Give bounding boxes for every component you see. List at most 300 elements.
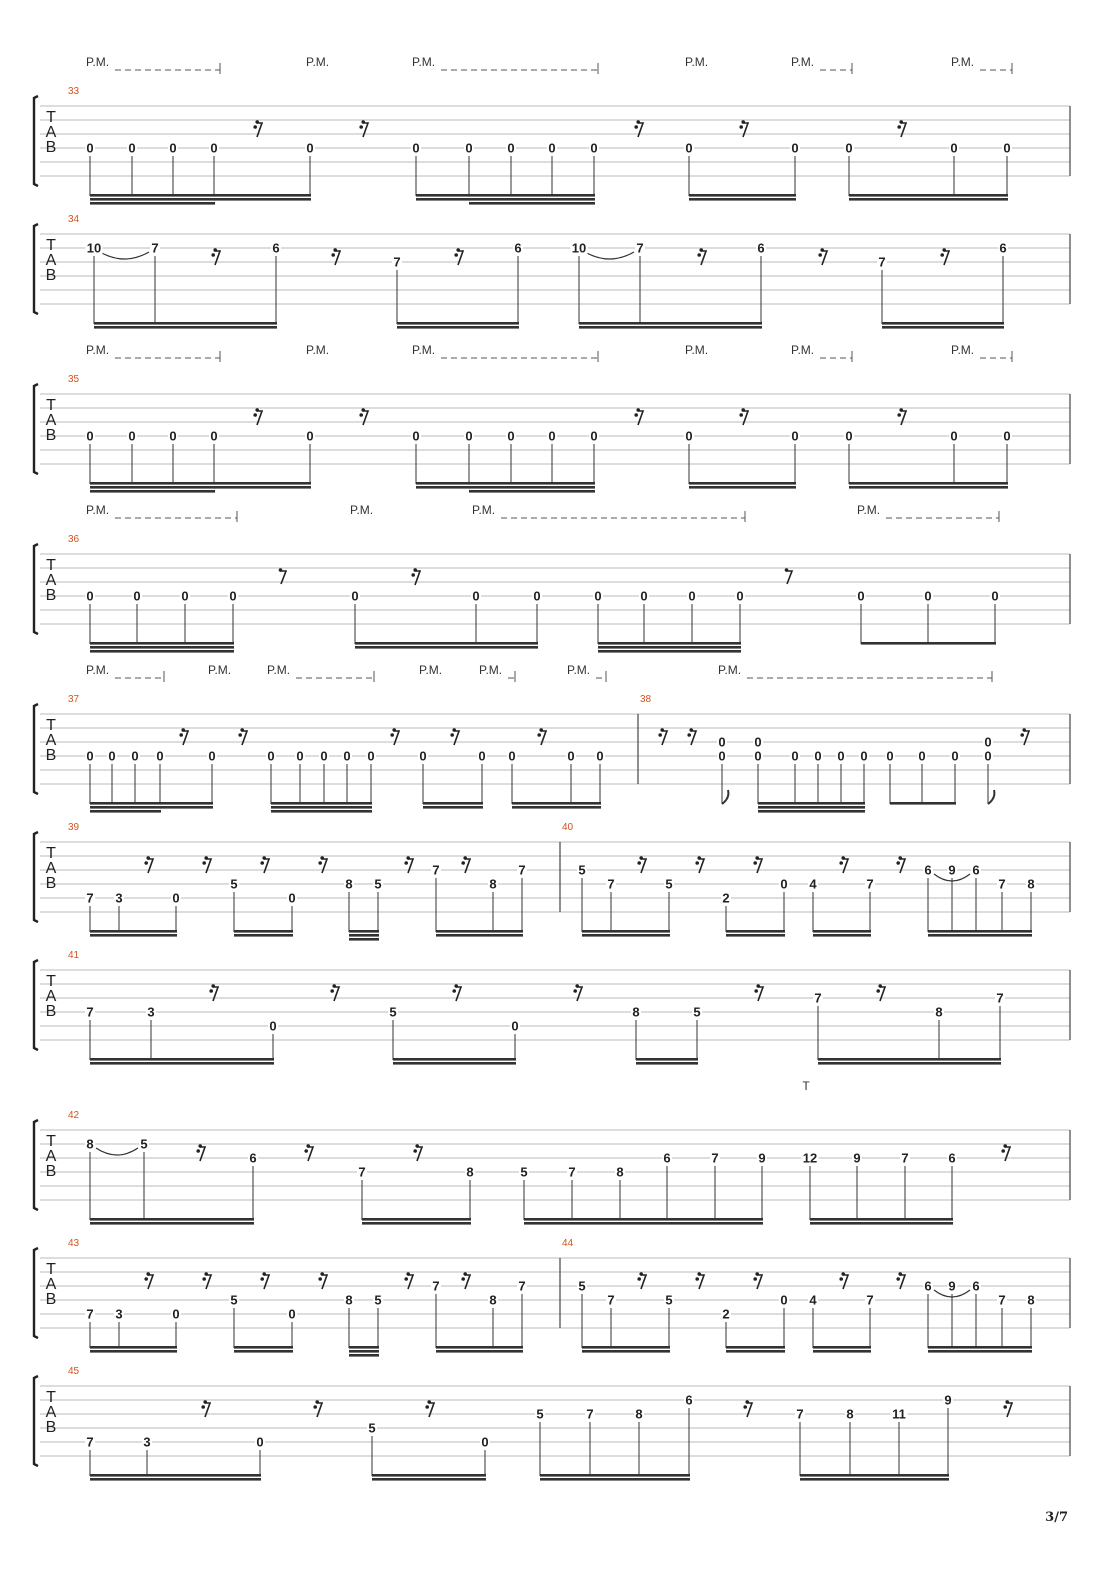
fret-number: 0 bbox=[718, 748, 726, 764]
beam bbox=[636, 1058, 698, 1061]
tab-clef: B bbox=[45, 139, 57, 156]
fret-number: 7 bbox=[998, 1292, 1006, 1308]
beam bbox=[726, 930, 785, 933]
system-bracket bbox=[34, 1248, 38, 1338]
fret-number: 5 bbox=[389, 1004, 397, 1020]
fret-number: 0 bbox=[181, 588, 189, 604]
fret-number: 7 bbox=[432, 862, 440, 878]
note-flag bbox=[722, 790, 728, 804]
system-bracket bbox=[34, 704, 38, 794]
bar-number: 45 bbox=[68, 1366, 80, 1377]
beam bbox=[469, 202, 595, 205]
fret-number: 0 bbox=[128, 428, 136, 444]
tab-clef: A bbox=[45, 412, 57, 429]
fret-number: 5 bbox=[665, 876, 673, 892]
fret-number: 7 bbox=[568, 1164, 576, 1180]
fret-number: 4 bbox=[809, 1292, 817, 1308]
palm-mute-label: P.M. bbox=[419, 663, 443, 677]
tab-clef: T bbox=[46, 1261, 56, 1278]
bar-number: 38 bbox=[640, 694, 652, 705]
beam bbox=[397, 322, 519, 325]
beam bbox=[436, 1350, 523, 1353]
palm-mute-label: P.M. bbox=[412, 343, 436, 357]
fret-number: 0 bbox=[951, 748, 959, 764]
bar-number: 44 bbox=[562, 1238, 574, 1249]
beam bbox=[90, 486, 215, 489]
bar-number: 40 bbox=[562, 822, 574, 833]
beam bbox=[355, 642, 538, 645]
beam bbox=[861, 642, 996, 645]
beam bbox=[579, 322, 762, 325]
beam bbox=[800, 1474, 949, 1477]
fret-number: 0 bbox=[210, 428, 218, 444]
fret-number: 0 bbox=[507, 428, 515, 444]
fret-number: 7 bbox=[866, 1292, 874, 1308]
fret-number: 0 bbox=[950, 428, 958, 444]
system-bracket bbox=[34, 832, 38, 922]
fret-number: 5 bbox=[520, 1164, 528, 1180]
fret-number: 8 bbox=[1027, 1292, 1035, 1308]
fret-number: 3 bbox=[115, 1306, 123, 1322]
fret-number: 0 bbox=[950, 140, 958, 156]
palm-mute-label: P.M. bbox=[951, 55, 975, 69]
palm-mute-label: P.M. bbox=[412, 55, 436, 69]
beam bbox=[582, 1346, 670, 1349]
fret-number: 8 bbox=[846, 1406, 854, 1422]
fret-number: 0 bbox=[229, 588, 237, 604]
fret-number: 0 bbox=[481, 1434, 489, 1450]
fret-number: 7 bbox=[607, 1292, 615, 1308]
fret-number: 5 bbox=[368, 1420, 376, 1436]
palm-mute-label: P.M. bbox=[685, 55, 709, 69]
fret-number: 8 bbox=[616, 1164, 624, 1180]
beam bbox=[214, 194, 311, 197]
beam bbox=[436, 934, 523, 937]
fret-number: 0 bbox=[754, 748, 762, 764]
fret-number: 0 bbox=[288, 1306, 296, 1322]
fret-number: 7 bbox=[86, 1434, 94, 1450]
beam bbox=[928, 1350, 1032, 1353]
beam bbox=[689, 198, 796, 201]
fret-number: 0 bbox=[478, 748, 486, 764]
beam bbox=[90, 1478, 261, 1481]
page-number: 3/7 bbox=[1045, 1510, 1068, 1525]
tab-clef: T bbox=[46, 397, 56, 414]
beam bbox=[813, 930, 871, 933]
fret-number: 0 bbox=[791, 748, 799, 764]
tie bbox=[585, 252, 634, 259]
tab-clef: A bbox=[45, 988, 57, 1005]
fret-number: 0 bbox=[86, 428, 94, 444]
fret-number: 5 bbox=[374, 1292, 382, 1308]
fret-number: 6 bbox=[972, 1278, 980, 1294]
bar-number: 43 bbox=[68, 1238, 80, 1249]
fret-number: 0 bbox=[590, 140, 598, 156]
palm-mute-label: P.M. bbox=[86, 343, 110, 357]
fret-number: 0 bbox=[984, 734, 992, 750]
fret-number: 0 bbox=[991, 588, 999, 604]
beam bbox=[90, 1350, 177, 1353]
fret-number: 0 bbox=[548, 428, 556, 444]
beam bbox=[90, 930, 177, 933]
fret-number: 7 bbox=[518, 1278, 526, 1294]
beam bbox=[598, 642, 741, 645]
fret-number: 10 bbox=[86, 240, 102, 256]
fret-number: 7 bbox=[878, 254, 886, 270]
fret-number: 9 bbox=[948, 862, 956, 878]
tab-clef: B bbox=[45, 1419, 57, 1436]
beam bbox=[928, 930, 1032, 933]
palm-mute-label: P.M. bbox=[718, 663, 742, 677]
beam bbox=[349, 938, 379, 941]
beam bbox=[90, 1218, 254, 1221]
beam bbox=[160, 802, 213, 805]
beam bbox=[928, 1346, 1032, 1349]
fret-number: 0 bbox=[108, 748, 116, 764]
tie bbox=[96, 1148, 138, 1155]
beam bbox=[582, 1350, 670, 1353]
beam bbox=[90, 646, 234, 649]
beam bbox=[469, 490, 595, 493]
beam bbox=[636, 1062, 698, 1065]
beam bbox=[890, 802, 956, 805]
fret-number: 8 bbox=[345, 876, 353, 892]
beam bbox=[579, 326, 762, 329]
palm-mute-label: P.M. bbox=[350, 503, 374, 517]
fret-number: 11 bbox=[892, 1406, 906, 1422]
fret-number: 0 bbox=[533, 588, 541, 604]
fret-number: 0 bbox=[688, 588, 696, 604]
palm-mute-label: P.M. bbox=[472, 503, 496, 517]
fret-number: 0 bbox=[131, 748, 139, 764]
beam bbox=[90, 482, 215, 485]
beam bbox=[90, 1474, 261, 1477]
palm-mute-label: P.M. bbox=[306, 343, 330, 357]
fret-number: 7 bbox=[607, 876, 615, 892]
beam bbox=[416, 486, 470, 489]
fret-number: 0 bbox=[465, 428, 473, 444]
bar-number: 35 bbox=[68, 374, 80, 385]
beam bbox=[90, 1222, 254, 1225]
beam bbox=[362, 1222, 471, 1225]
fret-number: 6 bbox=[999, 240, 1007, 256]
beam bbox=[882, 326, 1004, 329]
palm-mute-label: P.M. bbox=[567, 663, 591, 677]
fret-number: 0 bbox=[924, 588, 932, 604]
beam bbox=[234, 1350, 293, 1353]
tab-system bbox=[34, 950, 1070, 1065]
fret-number: 6 bbox=[924, 1278, 932, 1294]
tab-clef: T bbox=[46, 1389, 56, 1406]
fret-number: 8 bbox=[345, 1292, 353, 1308]
tab-clef: A bbox=[45, 124, 57, 141]
palm-mute-label: P.M. bbox=[479, 663, 503, 677]
beam bbox=[90, 806, 161, 809]
tab-system bbox=[34, 1366, 1070, 1481]
fret-number: 7 bbox=[432, 1278, 440, 1294]
tab-clef: T bbox=[46, 557, 56, 574]
system-bracket bbox=[34, 96, 38, 186]
fret-number: 6 bbox=[972, 862, 980, 878]
fret-number: 0 bbox=[86, 748, 94, 764]
palm-mute-label: P.M. bbox=[86, 55, 110, 69]
fret-number: 7 bbox=[996, 990, 1004, 1006]
fret-number: 8 bbox=[1027, 876, 1035, 892]
beam bbox=[598, 650, 741, 653]
fret-number: 8 bbox=[489, 1292, 497, 1308]
beam bbox=[271, 806, 372, 809]
tab-system bbox=[34, 822, 1070, 941]
fret-number: 0 bbox=[567, 748, 575, 764]
fret-number: 7 bbox=[586, 1406, 594, 1422]
beam bbox=[512, 802, 601, 805]
beam bbox=[582, 930, 670, 933]
beam bbox=[689, 486, 796, 489]
beam bbox=[849, 194, 1008, 197]
beam bbox=[90, 810, 161, 813]
beam bbox=[810, 1218, 953, 1221]
fret-number: 0 bbox=[685, 428, 693, 444]
beam bbox=[423, 806, 483, 809]
tab-clef: T bbox=[46, 237, 56, 254]
beam bbox=[726, 934, 785, 937]
beam bbox=[436, 930, 523, 933]
tap-marker: T bbox=[802, 1079, 810, 1093]
fret-number: 0 bbox=[267, 748, 275, 764]
fret-number: 8 bbox=[632, 1004, 640, 1020]
beam bbox=[90, 1346, 177, 1349]
fret-number: 0 bbox=[754, 734, 762, 750]
fret-number: 6 bbox=[757, 240, 765, 256]
beam bbox=[849, 486, 1008, 489]
fret-number: 7 bbox=[636, 240, 644, 256]
fret-number: 0 bbox=[736, 588, 744, 604]
fret-number: 0 bbox=[343, 748, 351, 764]
fret-number: 0 bbox=[596, 748, 604, 764]
beam bbox=[234, 930, 293, 933]
beam bbox=[758, 810, 865, 813]
beam bbox=[810, 1222, 953, 1225]
fret-number: 5 bbox=[230, 876, 238, 892]
fret-number: 0 bbox=[594, 588, 602, 604]
fret-number: 0 bbox=[791, 140, 799, 156]
tab-system bbox=[34, 55, 1070, 205]
palm-mute-label: P.M. bbox=[791, 343, 815, 357]
tab-clef: B bbox=[45, 875, 57, 892]
beam bbox=[849, 482, 1008, 485]
palm-mute-label: P.M. bbox=[86, 503, 110, 517]
fret-number: 9 bbox=[758, 1150, 766, 1166]
fret-number: 0 bbox=[128, 140, 136, 156]
tab-clef: A bbox=[45, 572, 57, 589]
fret-number: 0 bbox=[412, 428, 420, 444]
fret-number: 7 bbox=[358, 1164, 366, 1180]
beam bbox=[469, 482, 595, 485]
fret-number: 8 bbox=[489, 876, 497, 892]
beam bbox=[397, 326, 519, 329]
fret-number: 0 bbox=[269, 1018, 277, 1034]
fret-number: 0 bbox=[320, 748, 328, 764]
palm-mute-label: P.M. bbox=[208, 663, 232, 677]
fret-number: 7 bbox=[393, 254, 401, 270]
fret-number: 0 bbox=[984, 748, 992, 764]
system-bracket bbox=[34, 1120, 38, 1210]
system-bracket bbox=[34, 544, 38, 634]
system-bracket bbox=[34, 960, 38, 1050]
beam bbox=[90, 198, 215, 201]
beam bbox=[582, 934, 670, 937]
fret-number: 0 bbox=[791, 428, 799, 444]
beam bbox=[372, 1474, 486, 1477]
beam bbox=[90, 490, 215, 493]
fret-number: 9 bbox=[944, 1392, 952, 1408]
tab-clef: T bbox=[46, 845, 56, 862]
fret-number: 7 bbox=[711, 1150, 719, 1166]
fret-number: 8 bbox=[86, 1136, 94, 1152]
fret-number: 0 bbox=[256, 1434, 264, 1450]
fret-number: 0 bbox=[86, 588, 94, 604]
fret-number: 8 bbox=[466, 1164, 474, 1180]
bar-number: 39 bbox=[68, 822, 80, 833]
bar-number: 42 bbox=[68, 1110, 80, 1121]
beam bbox=[800, 1478, 949, 1481]
fret-number: 0 bbox=[1003, 428, 1011, 444]
beam bbox=[94, 322, 277, 325]
fret-number: 0 bbox=[1003, 140, 1011, 156]
fret-number: 7 bbox=[151, 240, 159, 256]
tab-clef: B bbox=[45, 1003, 57, 1020]
beam bbox=[90, 202, 215, 205]
tab-clef: T bbox=[46, 109, 56, 126]
fret-number: 0 bbox=[845, 428, 853, 444]
beam bbox=[849, 198, 1008, 201]
fret-number: 7 bbox=[998, 876, 1006, 892]
beam bbox=[271, 810, 372, 813]
fret-number: 5 bbox=[693, 1004, 701, 1020]
palm-mute-label: P.M. bbox=[857, 503, 881, 517]
fret-number: 6 bbox=[663, 1150, 671, 1166]
system-bracket bbox=[34, 384, 38, 474]
beam bbox=[540, 1474, 690, 1477]
beam bbox=[90, 1058, 274, 1061]
fret-number: 8 bbox=[935, 1004, 943, 1020]
beam bbox=[689, 194, 796, 197]
bar-number: 41 bbox=[68, 950, 80, 961]
beam bbox=[726, 1350, 785, 1353]
beam bbox=[689, 482, 796, 485]
fret-number: 7 bbox=[814, 990, 822, 1006]
note-flag bbox=[988, 790, 994, 804]
beam bbox=[436, 1346, 523, 1349]
fret-number: 0 bbox=[886, 748, 894, 764]
beam bbox=[818, 1058, 1001, 1061]
beam bbox=[524, 1218, 763, 1221]
fret-number: 10 bbox=[571, 240, 587, 256]
bar-number: 34 bbox=[68, 214, 80, 225]
fret-number: 0 bbox=[169, 428, 177, 444]
palm-mute-label: P.M. bbox=[685, 343, 709, 357]
fret-number: 5 bbox=[578, 1278, 586, 1294]
system-bracket bbox=[34, 224, 38, 314]
fret-number: 0 bbox=[156, 748, 164, 764]
fret-number: 0 bbox=[860, 748, 868, 764]
fret-number: 0 bbox=[172, 1306, 180, 1322]
palm-mute-label: P.M. bbox=[267, 663, 291, 677]
beam bbox=[726, 1346, 785, 1349]
fret-number: 0 bbox=[472, 588, 480, 604]
tab-clef: B bbox=[45, 427, 57, 444]
system-bracket bbox=[34, 1376, 38, 1466]
fret-number: 4 bbox=[809, 876, 817, 892]
fret-number: 9 bbox=[853, 1150, 861, 1166]
fret-number: 0 bbox=[837, 748, 845, 764]
fret-number: 7 bbox=[796, 1406, 804, 1422]
fret-number: 5 bbox=[230, 1292, 238, 1308]
fret-number: 6 bbox=[685, 1392, 693, 1408]
fret-number: 0 bbox=[857, 588, 865, 604]
tab-clef: A bbox=[45, 1276, 57, 1293]
fret-number: 0 bbox=[208, 748, 216, 764]
bar-number: 33 bbox=[68, 86, 80, 97]
fret-number: 3 bbox=[147, 1004, 155, 1020]
beam bbox=[393, 1058, 516, 1061]
beam bbox=[214, 486, 311, 489]
beam bbox=[234, 1346, 293, 1349]
beam bbox=[416, 198, 470, 201]
beam bbox=[234, 934, 293, 937]
fret-number: 0 bbox=[511, 1018, 519, 1034]
beam bbox=[416, 482, 470, 485]
fret-number: 0 bbox=[306, 428, 314, 444]
fret-number: 0 bbox=[780, 1292, 788, 1308]
fret-number: 0 bbox=[845, 140, 853, 156]
fret-number: 5 bbox=[665, 1292, 673, 1308]
fret-number: 8 bbox=[635, 1406, 643, 1422]
beam bbox=[540, 1478, 690, 1481]
beam bbox=[90, 642, 234, 645]
fret-number: 0 bbox=[590, 428, 598, 444]
beam bbox=[813, 1346, 871, 1349]
fret-number: 7 bbox=[866, 876, 874, 892]
fret-number: 0 bbox=[419, 748, 427, 764]
beam bbox=[469, 194, 595, 197]
beam bbox=[818, 1062, 1001, 1065]
fret-number: 7 bbox=[86, 1306, 94, 1322]
tab-clef: B bbox=[45, 267, 57, 284]
fret-number: 12 bbox=[802, 1150, 818, 1166]
fret-number: 6 bbox=[272, 240, 280, 256]
beam bbox=[90, 802, 161, 805]
fret-number: 6 bbox=[948, 1150, 956, 1166]
beam bbox=[349, 1346, 379, 1349]
palm-mute-label: P.M. bbox=[86, 663, 110, 677]
tab-clef: T bbox=[46, 973, 56, 990]
beam bbox=[813, 934, 871, 937]
beam bbox=[349, 930, 379, 933]
bar-number: 37 bbox=[68, 694, 80, 705]
beam bbox=[90, 650, 234, 653]
beam bbox=[598, 646, 741, 649]
fret-number: 2 bbox=[722, 890, 730, 906]
palm-mute-label: P.M. bbox=[951, 343, 975, 357]
beam bbox=[423, 802, 483, 805]
palm-mute-label: P.M. bbox=[306, 55, 330, 69]
fret-number: 7 bbox=[86, 1004, 94, 1020]
tab-system bbox=[34, 214, 1070, 329]
tab-clef: A bbox=[45, 252, 57, 269]
fret-number: 2 bbox=[722, 1306, 730, 1322]
fret-number: 0 bbox=[814, 748, 822, 764]
